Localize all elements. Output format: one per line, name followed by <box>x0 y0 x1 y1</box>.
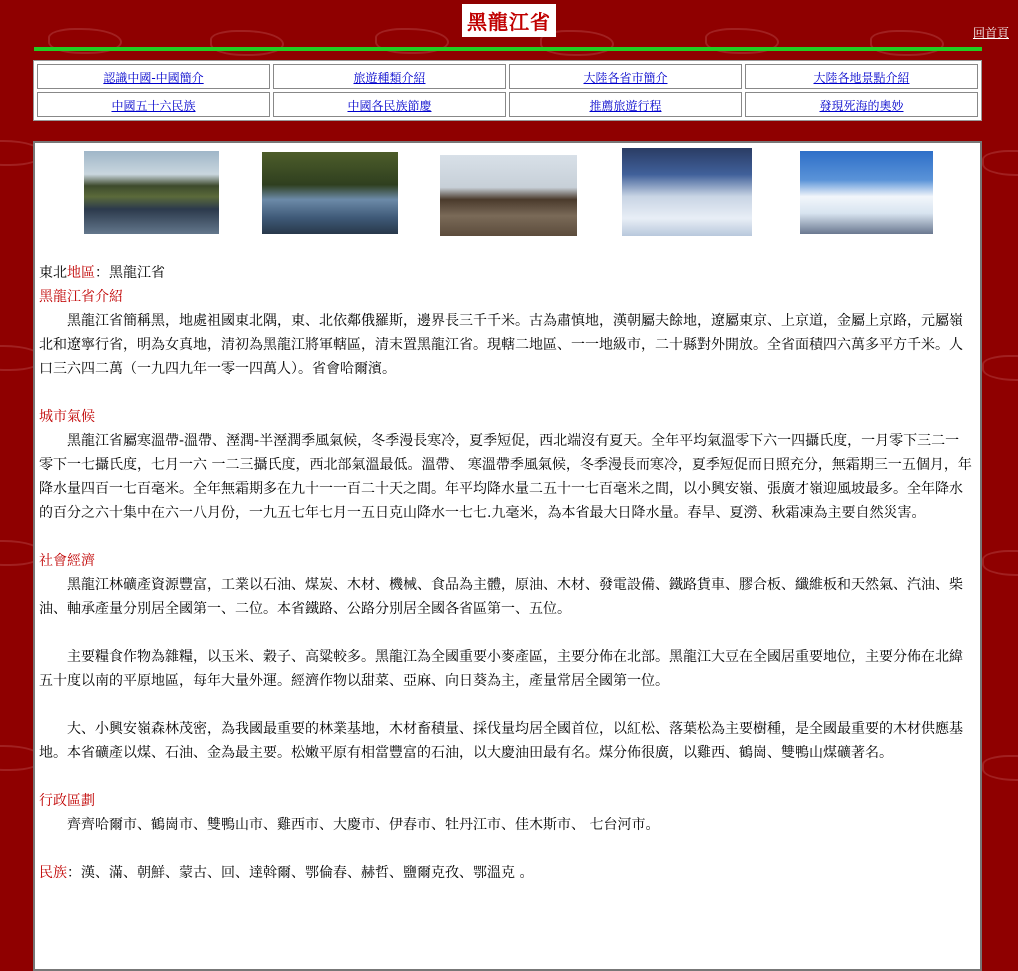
content-panel <box>33 141 982 971</box>
photo-pagoda <box>440 155 577 236</box>
article <box>35 255 980 885</box>
region-line <box>39 261 972 285</box>
spacer <box>39 525 972 549</box>
photo-ice-peaks <box>622 148 752 236</box>
nav-cell <box>273 92 506 117</box>
photo-strip <box>35 143 980 255</box>
climate-paragraph: 黑龍江省屬寒溫帶-溫帶、溼潤-半溼潤季風氣候，冬季漫長寒冷，夏季短促，西北端沒有夏天。全年平均氣溫零下六一四攝氏度，一月零下三二一零下一七攝氏度，七月一六 一二三攝氏度，西北部氣溫最低。溫帶、 寒溫帶季風氣候，冬季漫長而寒冷，夏季短促而日照充分，無霜期三一五個月，年降水量四百一七百毫米。全年無霜期多在九十一一百二十天之間。年平均降水量二五十一七百毫米之間，以小興安嶺、張廣才嶺迎風坡最多。全年降水的百分之六十集中在六一八月份，一九五七年七月一五日克山降水一七七.九毫米，為本省最大日降水量。春旱、夏澇、秋霜凍為主要自然災害。 <box>39 433 972 521</box>
spacer <box>39 837 972 861</box>
nav-cell <box>37 64 270 89</box>
nav-link-travel-types[interactable]: 旅遊種類介紹 <box>353 71 426 85</box>
nav-link-provinces[interactable]: 大陸各省市簡介 <box>583 71 668 85</box>
cloud-decoration <box>982 755 1018 781</box>
economy-paragraph-2: 主要糧食作物為雜糧，以玉米、穀子、高粱較多。黑龍江為全國重要小麥產區，主要分佈在北部。黑龍江大豆在全國居重要地位，主要分佈在北緯五十度以南的平原地區，每年大量外運。經濟作物以甜菜、亞麻、向日葵為主，產量常居全國第一位。 <box>39 649 963 689</box>
nav-cell <box>745 92 978 117</box>
nav-cell <box>509 64 742 89</box>
photo-lake-forest <box>262 152 398 234</box>
photo-lake-hills <box>84 151 219 234</box>
cloud-decoration <box>982 550 1018 576</box>
nav-link-china-intro[interactable]: 認識中國-中國簡介 <box>103 71 204 85</box>
nav-link-dead-sea[interactable]: 發現死海的奧妙 <box>819 99 904 113</box>
spacer <box>39 381 972 405</box>
ethnic-line <box>39 861 972 885</box>
nav-link-itineraries[interactable]: 推薦旅遊行程 <box>589 99 662 113</box>
economy-heading: 社會經濟 <box>39 553 95 569</box>
nav-row <box>37 64 978 89</box>
nav-link-attractions[interactable]: 大陸各地景點介紹 <box>813 71 910 85</box>
nav-table <box>33 60 982 121</box>
economy-paragraph-1: 黑龍江林礦產資源豐富，工業以石油、煤炭、木材、機械、食品為主體，原油、木材、發電設備、鐵路貨車、膠合板、纖維板和天然氣、汽油、柴油、軸承產量分別居全國第一、二位。本省鐵路、公路分別居全國各省區第一、五位。 <box>39 577 963 617</box>
photo-snow-mountain <box>800 151 933 234</box>
ethnic-value: ：漢、滿、朝鮮、蒙古、回、達斡爾、鄂倫春、赫哲、鹽爾克孜、鄂溫克 。 <box>67 865 534 881</box>
admin-heading: 行政區劃 <box>39 793 95 809</box>
ethnic-label: 民族 <box>39 865 67 881</box>
nav-cell <box>37 92 270 117</box>
cloud-decoration <box>982 355 1018 381</box>
cloud-decoration <box>982 150 1018 176</box>
intro-paragraph: 黑龍江省簡稱黑，地處祖國東北隅，東、北依鄰俄羅斯，邊界長三千千米。古為肅慎地，漢朝屬夫餘地，遼屬東京、上京道，金屬上京路，元屬嶺北和遼寧行省，明為女真地，清初為黑龍江將軍轄區，清末置黑龍江省。現轄二地區、一一地級市，二十縣對外開放。全省面積四六萬多平方千米。人口三六四二萬（一九四九年一零一四萬人）。省會哈爾濱。 <box>39 313 963 377</box>
region-prefix: 東北 <box>39 265 67 281</box>
intro-heading: 黑龍江省介紹 <box>39 289 123 305</box>
economy-paragraph-3: 大、小興安嶺森林茂密，為我國最重要的林業基地，木材畜積量、採伐量均居全國首位，以紅松、落葉松為主要樹種，是全國最重要的木材供應基地。本省礦產以煤、石油、金為最主要。松嫩平原有相當豐富的石油，以大慶油田最有名。煤分佈很廣，以雞西、鶴崗、雙鴨山煤礦著名。 <box>39 721 963 761</box>
nav-cell <box>509 92 742 117</box>
region-value: ：黑龍江省 <box>95 265 165 281</box>
climate-heading: 城市氣候 <box>39 409 95 425</box>
header <box>0 4 1018 37</box>
header-divider <box>34 47 982 51</box>
spacer <box>39 765 972 789</box>
nav-cell <box>273 64 506 89</box>
spacer <box>39 693 972 717</box>
page-title: 黑龍江省 <box>462 4 556 37</box>
spacer <box>39 621 972 645</box>
admin-paragraph: 齊齊哈爾市、鶴崗市、雙鴨山市、雞西市、大慶市、伊春市、牡丹江市、佳木斯市、 七台河市。 <box>67 817 660 833</box>
region-label: 地區 <box>67 265 95 281</box>
nav-link-festivals[interactable]: 中國各民族節慶 <box>347 99 432 113</box>
nav-link-ethnic-groups[interactable]: 中國五十六民族 <box>111 99 196 113</box>
nav-row <box>37 92 978 117</box>
nav-cell <box>745 64 978 89</box>
home-link[interactable]: 回首頁 <box>972 26 1009 40</box>
